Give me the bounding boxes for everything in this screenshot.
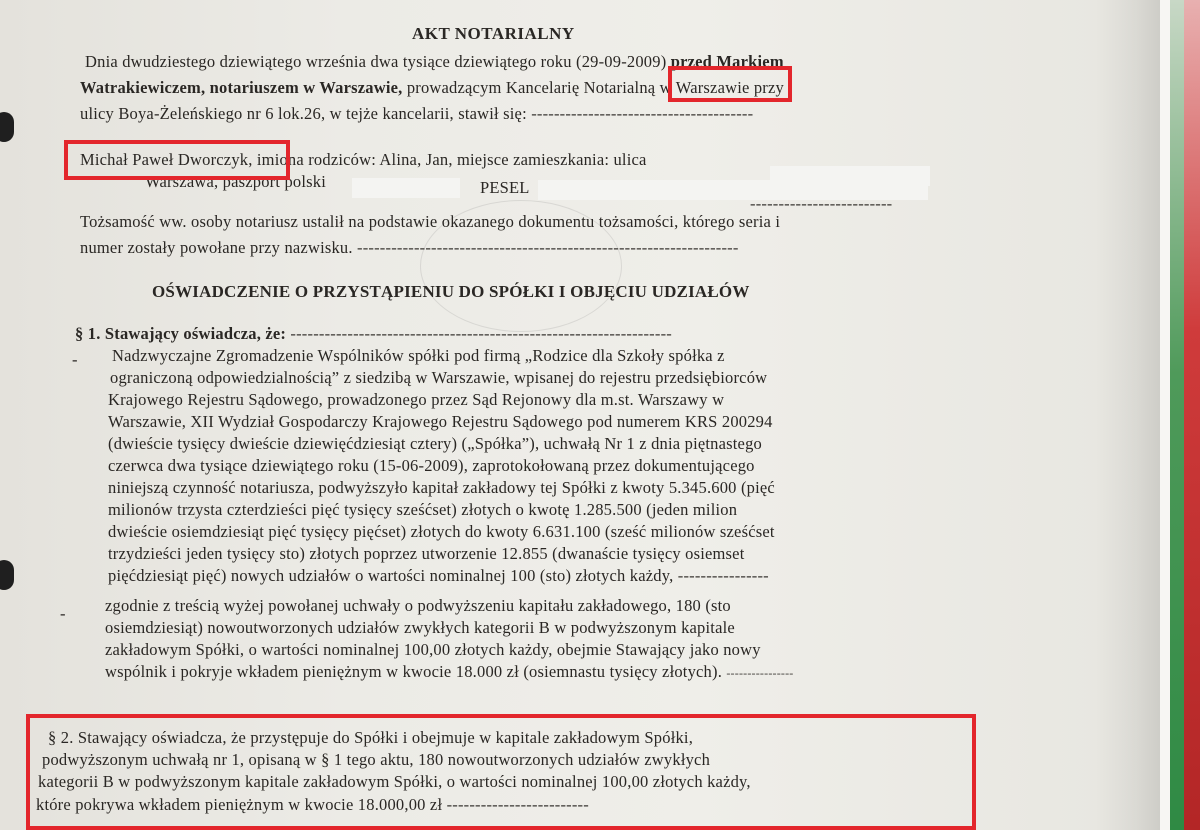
section2-line: podwyższonym uchwałą nr 1, opisaną w § 1 tego aktu, 180 nowoutworzonych udziałów zwykłych	[42, 750, 711, 769]
section2-line: które pokrywa wkładem pieniężnym w kwocie 18.000,00 zł -------------------------	[36, 795, 589, 814]
dash-filler: -------------------------	[750, 194, 893, 213]
section1-line: Nadzwyczajne Zgromadzenie Wspólników spółki pod firmą „Rodzice dla Szkoły spółka z	[112, 346, 725, 365]
section1-line: Krajowego Rejestru Sądowego, prowadzonego przez Sąd Rejonowy dla m.st. Warszawy w	[108, 390, 725, 409]
identity-line-1: Tożsamość ww. osoby notariusz ustalił na podstawie okazanego dokumentu tożsamości, którego seria i	[80, 212, 781, 231]
intro-line-3: ulicy Boya-Żeleńskiego nr 6 lok.26, w tejże kancelarii, stawił się: ---------------------------------------	[80, 104, 754, 123]
intro-date: (29-09-2009)	[576, 52, 667, 71]
section2-line: § 2. Stawający oświadcza, że przystępuje do Spółki i obejmuje w kapitale zakładowym Spółki,	[48, 728, 694, 747]
section1-line: wspólnik i pokryje wkładem pieniężnym w kwocie 18.000 zł (osiemnastu tysięcy złotych). ----------------	[105, 662, 794, 681]
section2-highlight-box	[26, 714, 976, 830]
section-heading: OŚWIADCZENIE O PRZYSTĄPIENIU DO SPÓŁKI I OBJĘCIU UDZIAŁÓW	[152, 282, 750, 301]
intro-line-2: Watrakiewiczem, notariuszem w Warszawie, prowadzącym Kancelarię Notarialną w Warszawie przy	[80, 78, 784, 97]
person-name: Michał Paweł Dworczyk	[80, 150, 249, 169]
section1-line: trzydzieści jeden tysięcy sto) złotych poprzez utworzenie 12.855 (dwanaście tysięcy osiemset	[108, 544, 745, 563]
binder-edge	[1160, 0, 1200, 830]
punch-hole	[0, 112, 14, 142]
section1-line: zakładowym Spółki, o wartości nominalnej 100,00 złotych każdy, obejmie Stawający jako nowy	[105, 640, 761, 659]
date-highlight-box	[668, 66, 792, 102]
section1-line: Warszawie, XII Wydział Gospodarczy Krajowego Rejestru Sądowego pod numerem KRS 200294	[108, 412, 773, 431]
bullet: -	[72, 350, 78, 369]
section1-line: milionów trzysta czterdzieści pięć tysięcy sześćset) złotych o kwotę 1.285.500 (jeden milion	[108, 500, 738, 519]
section1-line: osiemdziesiąt) nowoutworzonych udziałów zwykłych kategorii B w podwyższonym kapitale	[105, 618, 735, 637]
section1-line: dwieście osiemdziesiąt pięć tysięcy pięćset) złotych do kwoty 6.631.100 (sześć milionów sześćset	[108, 522, 775, 541]
section1-line: niniejszą czynność notariusza, podwyższyło kapitał zakładowy tej Spółki z kwoty 5.345.600 (pięć	[108, 478, 775, 497]
section1-line: czerwca dwa tysiące dziewiątego roku (15-06-2009), zaprotokołowaną przez dokumentującego	[108, 456, 755, 475]
punch-hole	[0, 560, 14, 590]
page-edge-shadow	[1095, 0, 1165, 830]
section1-line: zgodnie z treścią wyżej powołanej uchwały o podwyższeniu kapitału zakładowego, 180 (sto	[105, 596, 731, 615]
intro-line-1: Dnia dwudziestego dziewiątego września dwa tysiące dziewiątego roku (29-09-2009) przed Markiem	[85, 52, 784, 71]
pesel-label: PESEL	[480, 178, 530, 197]
redacted-passport	[352, 178, 460, 198]
name-highlight-box	[64, 140, 290, 180]
document-title: AKT NOTARIALNY	[412, 24, 575, 43]
person-line-2: Warszawa, paszport polski	[145, 172, 326, 191]
section2-line: kategorii B w podwyższonym kapitale zakładowym Spółki, o wartości nominalnej 100,00 złotych każdy,	[38, 772, 751, 791]
person-line-1: Michał Paweł Dworczyk, imiona rodziców: Alina, Jan, miejsce zamieszkania: ulica	[80, 150, 647, 169]
section1-line: pięćdziesiąt pięć) nowych udziałów o wartości nominalnej 100 (sto) złotych każdy, ----------------	[108, 566, 769, 585]
section1-intro: § 1. Stawający oświadcza, że: -------------------------------------------------------------------	[75, 324, 672, 343]
bullet: -	[60, 604, 66, 623]
identity-line-2: numer zostały powołane przy nazwisku. -------------------------------------------------------------------	[80, 238, 739, 257]
section1-line: (dwieście tysięcy dwieście dziewięćdziesiąt cztery) („Spółka”), uchwałą Nr 1 z dnia piętnastego	[108, 434, 762, 453]
section1-line: ograniczoną odpowiedzialnością” z siedzibą w Warszawie, wpisanej do rejestru przedsiębiorców	[110, 368, 768, 387]
